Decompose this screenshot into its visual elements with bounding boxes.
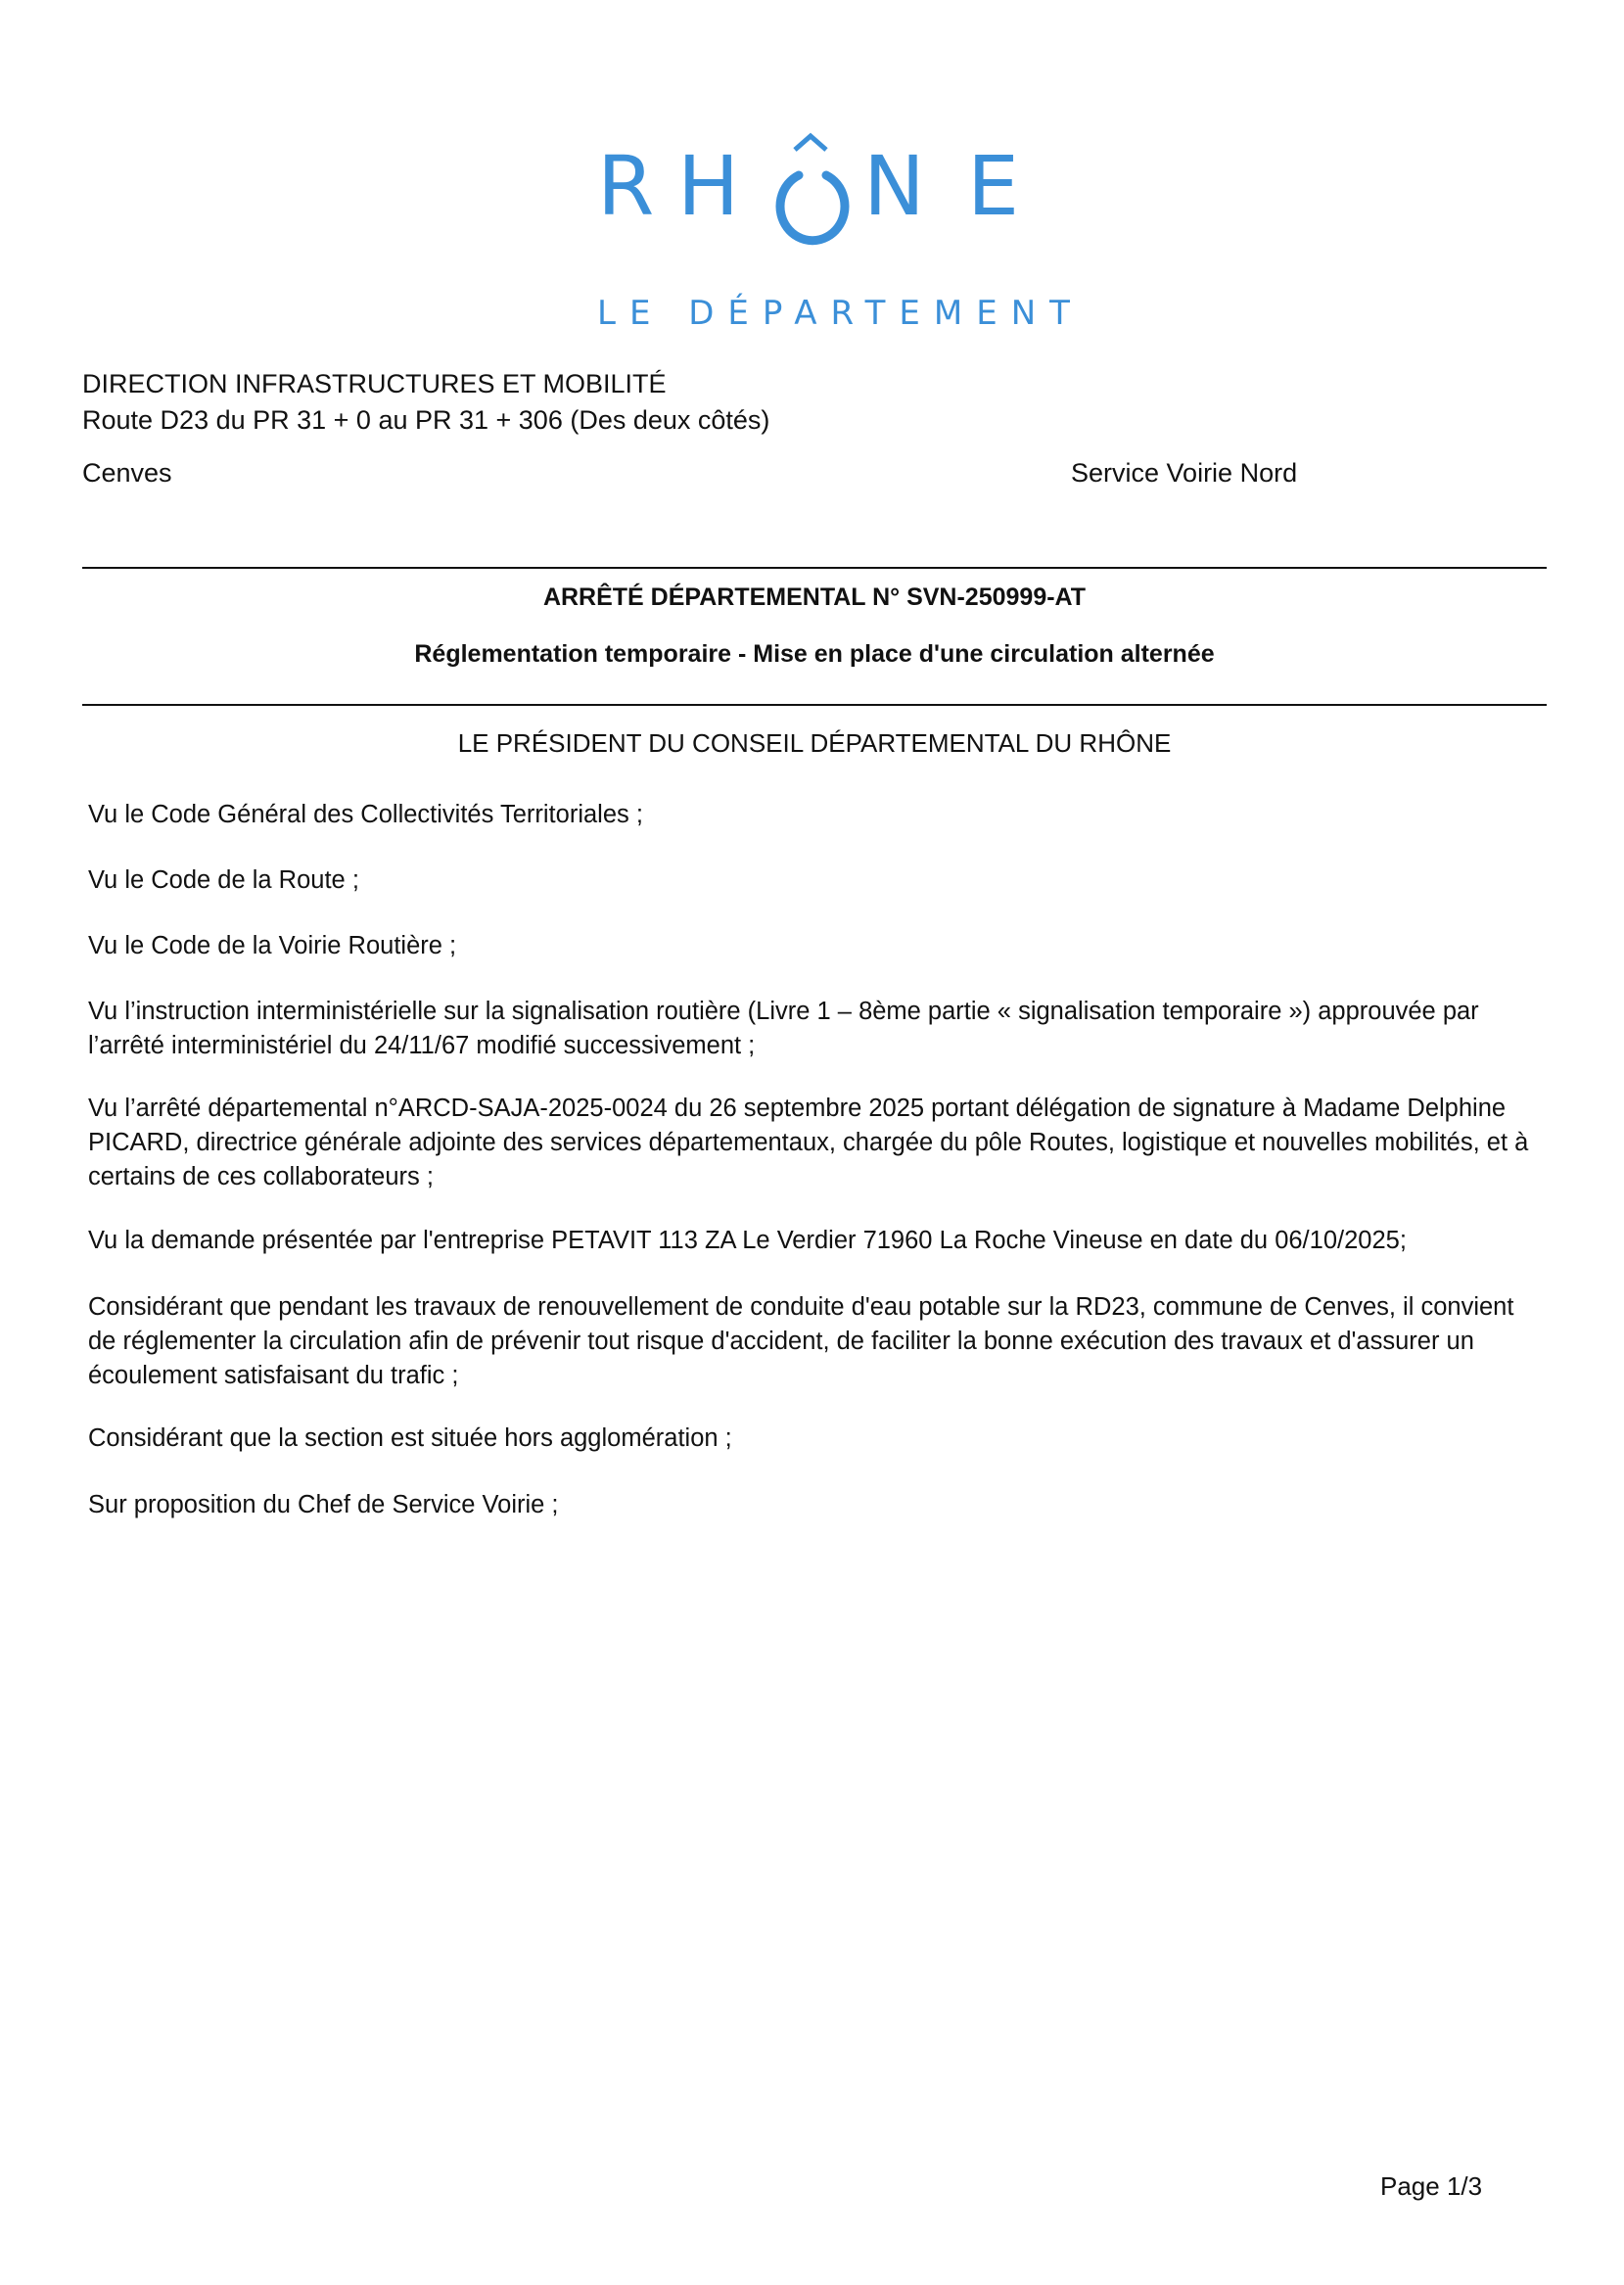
arrete-subject: Réglementation temporaire - Mise en place d'une circulation alternée xyxy=(414,640,1215,668)
arrete-number: ARRÊTÉ DÉPARTEMENTAL N° SVN-250999-AT xyxy=(542,583,1087,611)
consideration-paragraph: Vu le Code Général des Collectivités Territoriales ; xyxy=(88,801,643,828)
rhone-o-circumflex-icon xyxy=(771,132,850,279)
direction-name: DIRECTION INFRASTRUCTURES ET MOBILITÉ xyxy=(82,369,667,398)
top-divider xyxy=(82,567,1547,569)
authority-title: LE PRÉSIDENT DU CONSEIL DÉPARTEMENTAL DU RHÔNE xyxy=(457,728,1172,758)
bottom-divider xyxy=(82,704,1547,706)
logo-letter-e: E xyxy=(967,138,1020,234)
logo-letter-n: N xyxy=(863,138,925,234)
consideration-paragraph: Vu l’instruction interministérielle sur la signalisation routière (Livre 1 – 8ème partie « signalisation temporaire ») approuvée par l’arrêté interministériel du 24/11/67 modifié successivement ; xyxy=(88,998,1479,1059)
logo-letter-r: R xyxy=(597,138,655,234)
commune-name: Cenves xyxy=(82,458,172,488)
consideration-paragraph: Vu la demande présentée par l'entreprise PETAVIT 113 ZA Le Verdier 71960 La Roche Vineuse en date du 06/10/2025; xyxy=(88,1227,1407,1254)
logo-letter-h: H xyxy=(677,138,740,234)
consideration-paragraph: Vu l’arrêté départemental n°ARCD-SAJA-2025-0024 du 26 septembre 2025 portant délégation de signature à Madame Delphine PICARD, directrice générale adjointe des services départementaux, chargée du pôle Routes, logistique et nouvelles mobilités, et à certains de ces collaborateurs ; xyxy=(88,1095,1529,1190)
logo-wordmark xyxy=(597,132,1047,240)
service-name: Service Voirie Nord xyxy=(1071,458,1298,488)
consideration-paragraph: Sur proposition du Chef de Service Voirie ; xyxy=(88,1491,559,1518)
page-number: Page 1/3 xyxy=(1380,2171,1483,2201)
consideration-paragraph: Vu le Code de la Voirie Routière ; xyxy=(88,932,457,959)
route-location: Route D23 du PR 31 + 0 au PR 31 + 306 (Des deux côtés) xyxy=(82,405,770,435)
consideration-paragraph: Considérant que pendant les travaux de renouvellement de conduite d'eau potable sur la RD23, commune de Cenves, il convient de réglementer la circulation afin de prévenir tout risque d'accident, de faciliter la bonne exécution des travaux et d'assurer un écoulement satisfaisant du trafic ; xyxy=(88,1293,1514,1389)
rhone-logo xyxy=(597,93,1084,343)
consideration-paragraph: Vu le Code de la Route ; xyxy=(88,866,359,894)
consideration-paragraph: Considérant que la section est située hors agglomération ; xyxy=(88,1424,732,1452)
logo-subtitle: LE DÉPARTEMENT xyxy=(597,294,1084,333)
